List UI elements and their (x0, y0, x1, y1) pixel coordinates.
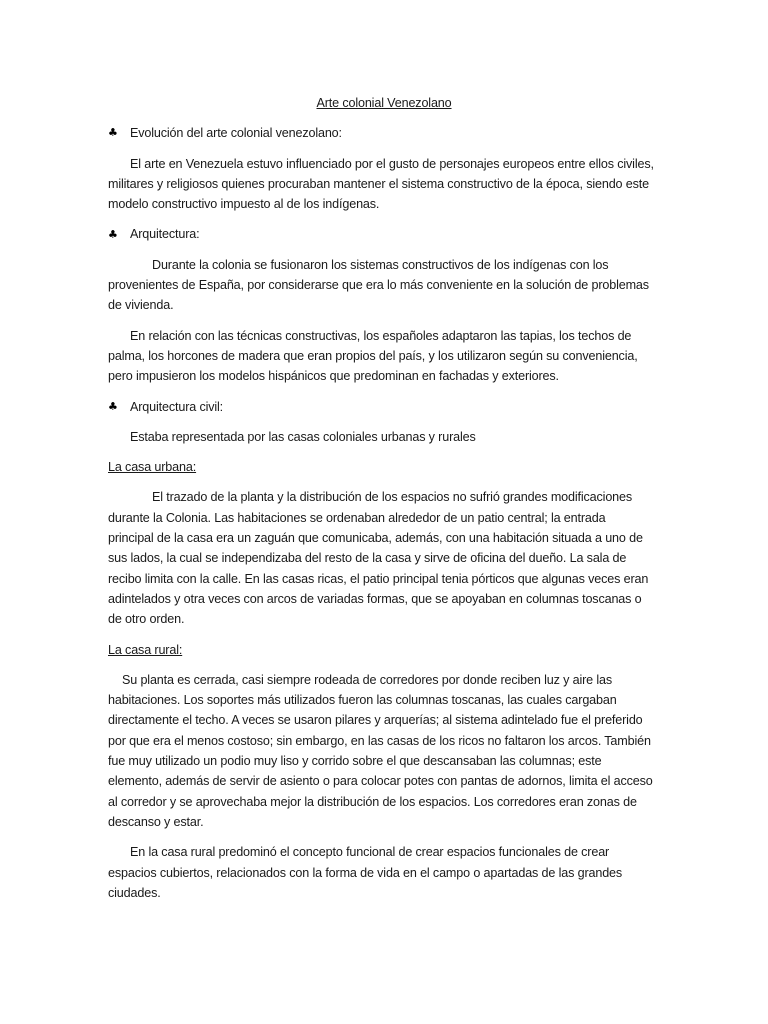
section-heading-arquitectura-civil: Arquitectura civil: (130, 399, 224, 414)
bullet-evolucion (108, 123, 654, 143)
document-body (108, 93, 654, 913)
paragraph-evolucion: El arte en Venezuela estuvo influenciado por el gusto de personajes europeos entre ellos civiles, militares y religiosos quienes procuraban mantener el sistema constructivo de la época, siendo este modelo constructivo impuesto al de los indígenas. (108, 156, 654, 212)
paragraph-casa-rural-2: En la casa rural predominó el concepto funcional de crear espacios funcionales de crear espacios cubiertos, relacionados con la forma de vida en el campo o apartadas de las grandes ciudades. (108, 845, 623, 900)
bullet-arquitectura (108, 224, 654, 244)
club-bullet-icon: ♣ (108, 399, 118, 413)
paragraph-casa-urbana: El trazado de la planta y la distribución de los espacios no sufrió grandes modificaciones durante la Colonia. Las habitaciones se ordenaban alrededor de un patio central; la entrada principal de la casa era un zaguán que comunicaba, además, con una habitación situada a uno de sus lados, la cual se independizaba del resto de la casa y sirve de oficina del dueño. La sala de recibo limita con la calle. En las casas ricas, el patio principal tenia pórticos que algunas veces eran adintelados y otra veces con arcos de variadas formas, que se apoyaban en columnas toscanas o de otro orden. (108, 490, 649, 627)
heading-casa-rural: La casa rural: (108, 642, 183, 657)
document-title: Arte colonial Venezolano (316, 96, 452, 110)
paragraph-arquitectura-2: En relación con las técnicas constructivas, los españoles adaptaron las tapias, los techos de palma, los horcones de madera que eran propios del país, y los utilizaron según su conveniencia, pero impusieron los modelos hispánicos que predominan en fachadas y exteriores. (108, 328, 638, 384)
section-heading-evolucion: Evolución del arte colonial venezolano: (130, 126, 342, 141)
section-heading-arquitectura: Arquitectura: (130, 227, 200, 242)
paragraph-casa-rural-1: Su planta es cerrada, casi siempre rodeada de corredores por donde reciben luz y aire las habitaciones. Los soportes más utilizados fueron las columnas toscanas, las cuales cargaban directamente el techo. A veces se usaron pilares y arquerías; al sistema adintelado fue el preferido por que era el menos costoso; sin embargo, en las casas de los ricos no faltaron los arcos. También fue muy utilizado un podio muy liso y corrido sobre el que descansaban las columnas; este elemento, además de servir de asiento o para colocar potes con pantas de adornos, limita el acceso al corredor y se aprovechaba mejor la distribución de los espacios. Los corredores eran zonas de descanso y estar. (108, 672, 653, 829)
paragraph-arquitectura-1: Durante la colonia se fusionaron los sistemas constructivos de los indígenas con los provenientes de España, por considerarse que era lo más conveniente en la solución de problemas de vivienda. (108, 257, 649, 313)
club-bullet-icon: ♣ (108, 227, 118, 241)
club-bullet-icon: ♣ (108, 126, 118, 140)
bullet-arquitectura-civil (108, 397, 654, 417)
paragraph-arquitectura-civil: Estaba representada por las casas coloniales urbanas y rurales (130, 429, 476, 444)
heading-casa-urbana: La casa urbana: (108, 460, 197, 475)
